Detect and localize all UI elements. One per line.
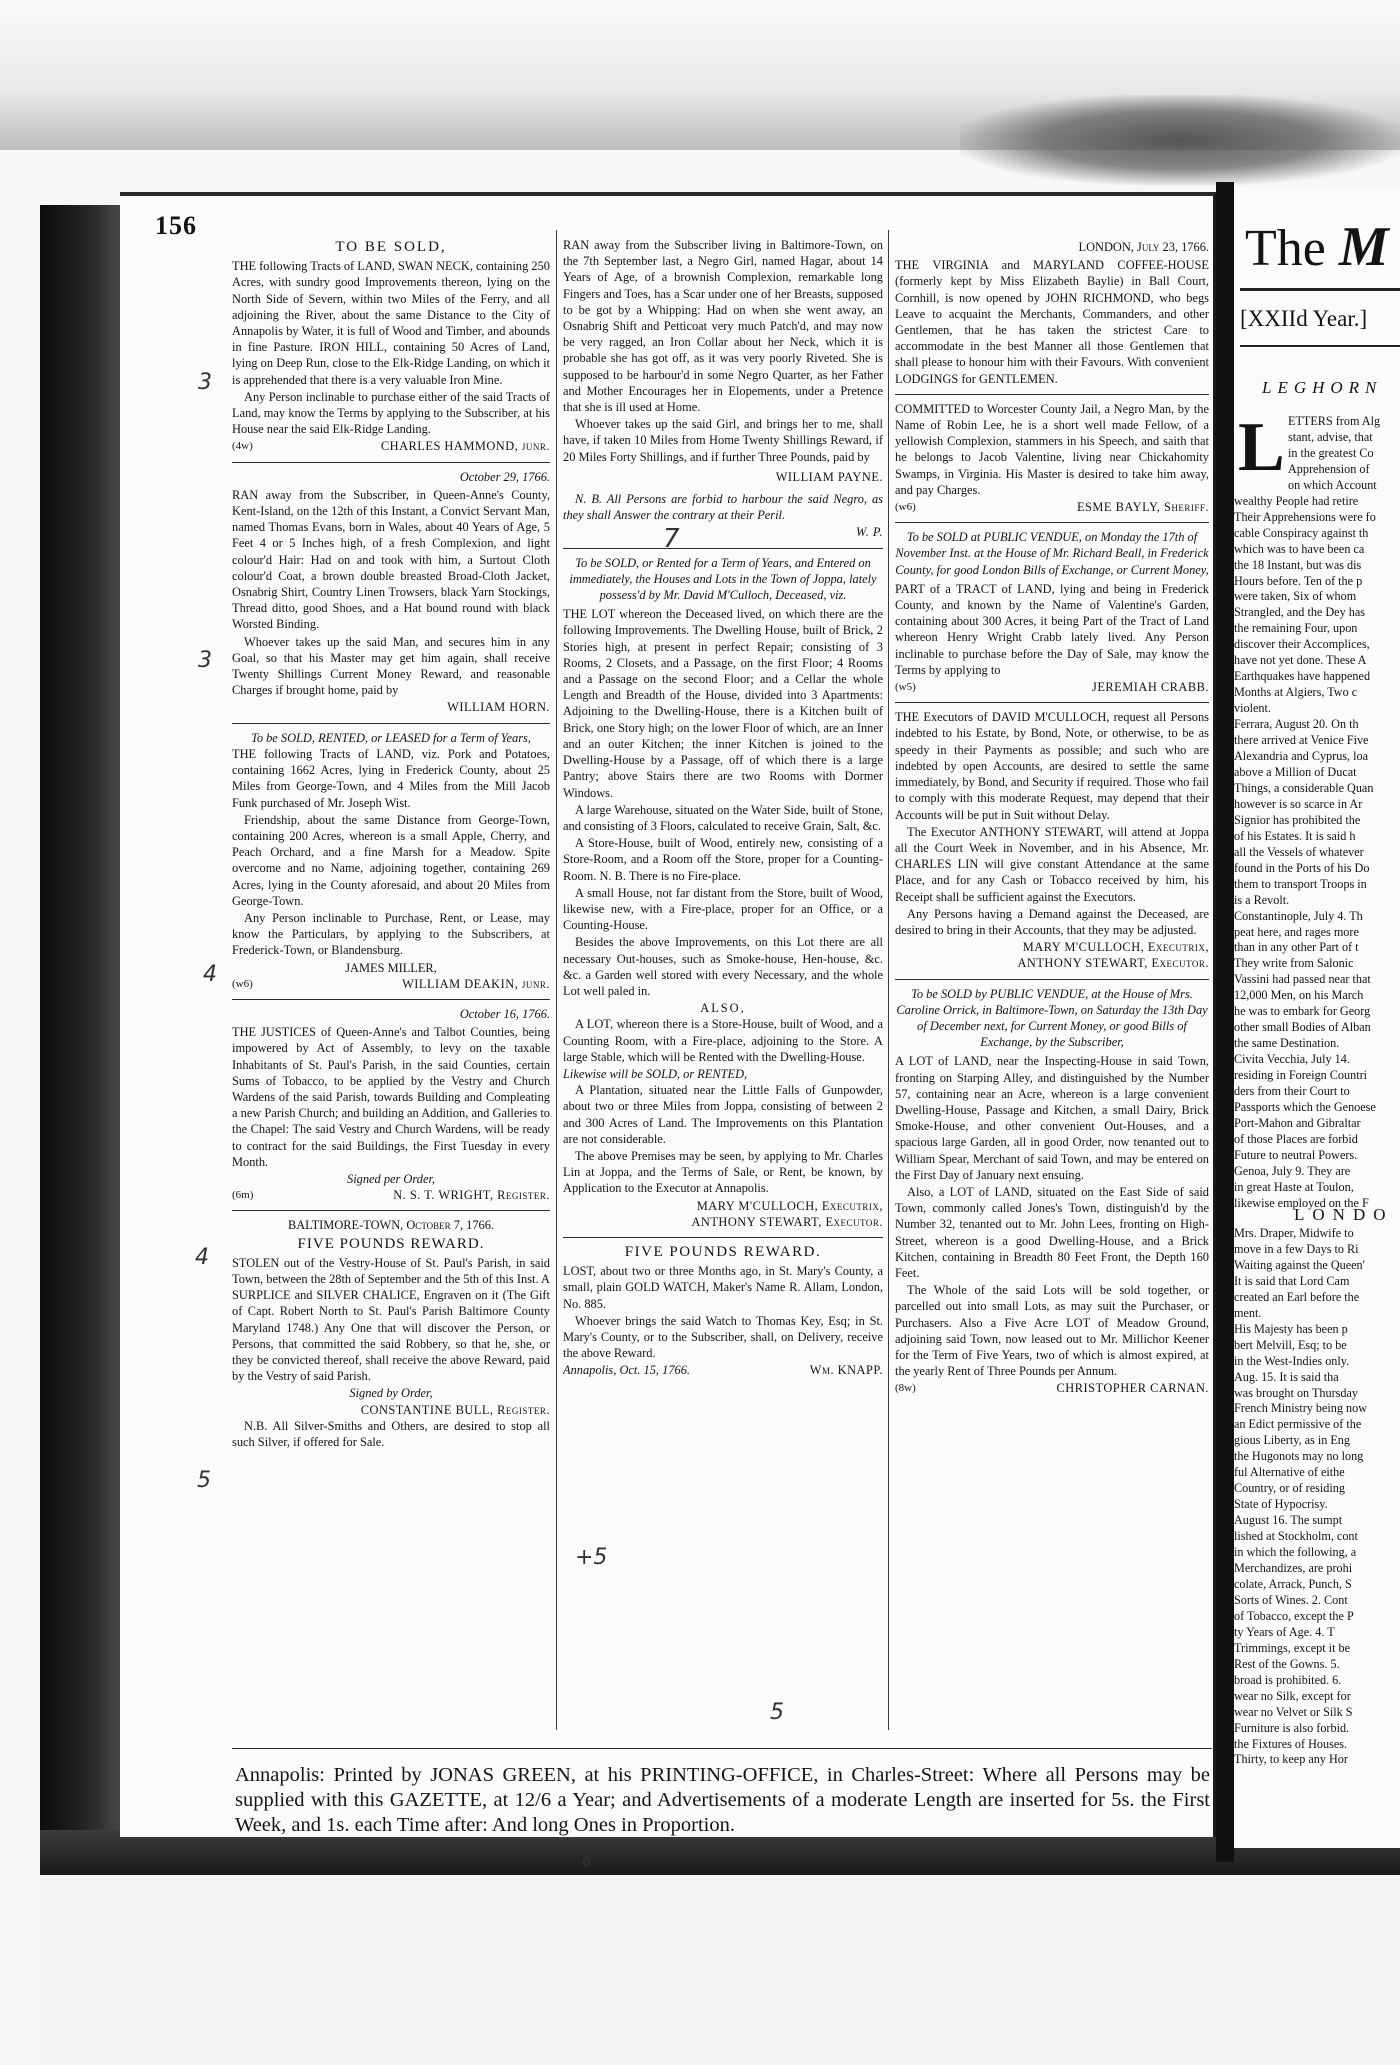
ad-text: Whoever takes up the said Man, and secures him in any Goal, so that his Master may get him again, shall receive Twenty Shillings Current Money Reward, and reasonable Charges if brought home, paid by	[232, 634, 550, 698]
next-page-lines	[1234, 1226, 1400, 1768]
insertion-code: (w6)	[232, 977, 253, 990]
ad-text: The Whole of the said Lots will be sold together, or parcelled out into small Lots, as may suit the Purchaser, or Purchasers. Also a Five Acre LOT of Meadow Ground, adjoining said Town, now leased out to Mr. Millichor Keener for the Term of Five Years, two of which is almost expired, at the yearly Rent of Three Pounds per Annum.	[895, 1283, 1209, 1379]
signature: ESME BAYLY, Sheriff.	[1076, 500, 1209, 515]
page-gutter	[1216, 182, 1234, 1862]
text-line: August 16. The sumpt	[1234, 1513, 1343, 1528]
signature: CHRISTOPHER CARNAN.	[1056, 1381, 1209, 1396]
margin-note: 4	[195, 1245, 209, 1270]
ad-note: N. B. All Persons are forbid to harbour the said Negro, as they shall Answer the contrary at their Peril.	[563, 492, 883, 523]
scan-smudge	[960, 95, 1400, 185]
ad-title: To be SOLD at PUBLIC VENDUE, on Monday the 17th of November Inst. at the House of Mr. Richard Beall, in Frederick County, for good London Bills of Exchange, or Current Money,	[895, 530, 1209, 577]
ad-land-for-lease	[232, 730, 550, 992]
ad-divider	[895, 702, 1209, 703]
ad-coffee-house	[895, 239, 1209, 387]
ad-title: To be SOLD, RENTED, or LEASED for a Term of Years,	[251, 730, 531, 745]
signature: JAMES MILLER,	[345, 960, 437, 975]
text-line: French Ministry being now	[1234, 1401, 1368, 1416]
insertion-code: (4w)	[232, 440, 253, 453]
text-line: in which the following, a	[1234, 1545, 1357, 1560]
text-line: them to transport Troops in	[1234, 876, 1367, 891]
ad-text: THE VIRGINIA and MARYLAND COFFEE-HOUSE (formerly kept by Miss Elizabeth Baylie) in Ball Court, Cornhill, is now opened by JOHN RICHMOND, who begs Leave to acquaint the Merchants, Commanders, and other Gentlemen, that he has taken the strictest Care to accommodate in the best Manner all those Gentlemen that shall please to honour him with their Favours. With convenient LODGINGS for GENTLEMEN.	[895, 258, 1209, 386]
signature: WILLIAM HORN.	[447, 700, 550, 715]
text-line: They write from Salonic	[1234, 956, 1354, 971]
margin-note: 3	[198, 370, 212, 395]
ad-text: THE following Tracts of LAND, viz. Pork and Potatoes, containing 1662 Acres, lying in Frederick County, about 25 Miles from George-Town, and 4 Miles from the Mill Jacob Funk purchased of Mr. Joseph Wist.	[232, 746, 550, 810]
text-line: It is said that Lord Cam	[1234, 1273, 1350, 1288]
ad-text: Besides the above Improvements, on this Lot there are all necessary Out-houses, such as Smoke-house, Hen-house, &c. &c. a Garden well stored with every Necessary, and the whole Lot well paled in.	[563, 935, 883, 998]
text-line: ty Years of Age. 4. T	[1234, 1624, 1335, 1639]
signature: MARY M'CULLOCH, Executrix,	[1022, 940, 1209, 955]
ad-divider	[563, 1237, 883, 1238]
drop-cap: L	[1238, 409, 1285, 486]
text-line: Their Apprehensions were fo	[1234, 509, 1376, 524]
text-line: Future to neutral Powers.	[1234, 1147, 1358, 1162]
signature: WILLIAM DEAKIN, junr.	[402, 976, 550, 991]
text-line: of his Estates. It is said h	[1234, 828, 1356, 843]
ad-text: A Store-House, built of Wood, entirely new, consisting of a Store-Room, and a Room off the Store, proper for a Counting-Room. N. B. There is no Fire-place.	[563, 836, 883, 883]
signature: ANTHONY STEWART, Executor.	[1017, 956, 1209, 971]
ad-divider	[563, 548, 883, 549]
text-line: in the West-Indies only.	[1234, 1353, 1350, 1368]
ad-text: Whoever takes up the said Girl, and brings her to me, shall have, if taken 10 Miles from Home Twenty Shillings Reward, if 20 Miles Forty Shillings, and if further Three Pounds, paid by	[563, 417, 883, 464]
signature-row	[232, 1187, 550, 1203]
ad-date: October 29, 1766.	[459, 469, 550, 484]
ad-stolen-chalice	[232, 1217, 550, 1450]
ad-date: October 16, 1766.	[459, 1006, 550, 1021]
text-line: Furniture is also forbid.	[1234, 1720, 1350, 1735]
ad-divider	[232, 999, 550, 1000]
masthead-rule	[1240, 288, 1400, 291]
text-line: 12,000 Men, on his March	[1234, 988, 1364, 1003]
signature-row	[895, 679, 1209, 695]
text-line: gious Liberty, as in Eng	[1234, 1433, 1350, 1448]
text-line: found in the Ports of his Do	[1234, 860, 1370, 875]
book-spine	[40, 205, 124, 1865]
text-line: which was to have been ca	[1234, 541, 1365, 556]
text-line: Alexandria and Cyprus, loa	[1234, 749, 1369, 764]
ad-text: Also, a LOT of LAND, situated on the East Side of said Town, commonly called Jones's Town, distinguish'd by the Number 32, tenanted out to Mr. John Lees, fronting on High-Street, whereon is a good Dwelling-House, and a Brick Kitchen, containing in Breadth 80 Feet Front, the Depth 160 Feet.	[895, 1184, 1209, 1280]
text-line: of those Places are forbid	[1234, 1131, 1358, 1146]
ad-text: Any Persons having a Demand against the Deceased, are desired to bring in their Accounts, that they may be adjusted.	[895, 906, 1209, 937]
text-line: Signior has prohibited the	[1234, 812, 1361, 827]
text-line: ful Alternative of eithe	[1234, 1465, 1345, 1480]
ad-text: Friendship, about the same Distance from George-Town, containing 200 Acres, whereon is a small Apple, Cherry, and Peach Orchard, and a fine Marsh for a Meadow. Spite overcome and no Name, adjoining together, containing 269 Acres, lying in the County aforesaid, and about 20 Miles from George-Town.	[232, 812, 550, 908]
next-page-column-2	[1234, 1226, 1400, 1768]
ad-divider	[232, 723, 550, 724]
insertion-code: (8w)	[895, 1382, 916, 1395]
text-line: bert Melvill, Esq; to be	[1234, 1337, 1347, 1352]
column-1	[232, 237, 550, 1451]
ad-title: To be SOLD by PUBLIC VENDUE, at the House of Mrs. Caroline Orrick, in Baltimore-Town, on Saturday the 13th Day of December next, for Current Money, or good Bills of Exchange, by the Subscriber,	[896, 986, 1208, 1050]
ad-text: Any Person inclinable to Purchase, Rent, or Lease, may know the Particulars, by applying to the Subscribers, at Frederick-Town, or Blandensburg.	[232, 910, 550, 958]
ad-text: A small House, not far distant from the Store, built of Wood, likewise new, with a Fire-place, proper for an Office, or a Counting-House.	[563, 885, 883, 933]
ad-runaway-girl	[563, 237, 883, 541]
text-line: residing in Foreign Countri	[1234, 1068, 1368, 1083]
margin-note: 3	[198, 648, 212, 673]
initials: W. P.	[856, 525, 883, 540]
ad-text: A large Warehouse, situated on the Water Side, built of Stone, and consisting of 3 Floors, calculated to receive Grain, Salt, &c.	[563, 802, 883, 833]
text-line: Civita Vecchia, July 14.	[1234, 1052, 1350, 1067]
ad-divider	[232, 462, 550, 463]
text-line: on which Account	[1288, 477, 1377, 492]
text-line: ders from their Court to	[1234, 1084, 1350, 1099]
insertion-code: (w5)	[895, 681, 916, 694]
ad-public-vendue-frederick	[895, 529, 1209, 695]
signature-row	[563, 1362, 883, 1378]
text-line: ment.	[1234, 1305, 1262, 1320]
text-line: Constantinople, July 4. Th	[1234, 908, 1363, 923]
ad-committed-jail	[895, 401, 1209, 515]
text-line: Rest of the Gowns. 5.	[1234, 1656, 1340, 1671]
ad-text: STOLEN out of the Vestry-House of St. Paul's Parish, in said Town, between the 28th of September and the 5th of this Inst. A SURPLICE and SILVER CHALICE, Engraven on it (The Gift of Capt. Robert North to St. Paul's Parish Baltimore County Maryland 1748.) Any One that will discover the Person, or Persons, that committed the said Robbery, so that he, she, or they be convicted thereof, shall receive the above Reward, paid by the Vestry of said Parish.	[232, 1255, 550, 1384]
text-line: Vassini had passed near that	[1234, 972, 1371, 987]
ad-text: THE following Tracts of LAND, SWAN NECK, containing 250 Acres, with sundry good Improvements thereon, lying on the North Side of Severn, within two Miles of the Ferry, and all adjoining the River, about the same Distance to the City of Annapolis by Water, it is full of Wood and Timber, and abounds in fine Pasture. IRON HILL, containing 50 Acres of Land, lying on Deep Run, close to the Elk-Ridge Landing, on which it is apprehended that there is a very valuable Iron Mine.	[232, 259, 551, 387]
ad-text: RAN away from the Subscriber living in Baltimore-Town, on the 7th September last, a Negro Girl, named Hagar, about 14 Years of Age, of a brownish Complexion, remarkable long Fingers and Toes, has a Scar under one of her Breasts, supposed to be got by a Whipping: Had on when she went away, an Osnabrig Shift and Petticoat very much Patch'd, and may now be very ragged, an Iron Collar about her Neck, which it is probable she has got off, as it was very poorly Riveted. She is supposed to be harbour'd in some Negro Quarter, as her Father and Mother Encourages her in Elopements, under a Pretence that she is ill used at Home.	[563, 238, 883, 415]
signature: Wm. KNAPP.	[809, 1363, 883, 1378]
insertion-code: (6m)	[232, 1189, 254, 1202]
text-line: of Tobacco, except the P	[1234, 1608, 1354, 1623]
masthead-text: The	[1245, 220, 1326, 277]
column-2	[563, 237, 883, 1379]
ad-text: A LOT, whereon there is a Store-House, built of Wood, and a Counting Room, with a Fire-place, adjoining to the Store. A large Stable, which will be Rented with the Dwelling-House.	[563, 1017, 883, 1064]
ad-public-vendue-baltimore	[895, 986, 1209, 1397]
page-number: 156	[155, 211, 197, 240]
ad-note: N.B. All Silver-Smiths and Others, are desired to stop all such Silver, if offered for Sale.	[232, 1418, 550, 1450]
text-line: violent.	[1234, 701, 1271, 716]
text-line: in great Haste at Toulon,	[1234, 1179, 1354, 1194]
text-line: Trimmings, except it be	[1234, 1640, 1351, 1655]
text-line: move in a few Days to Ri	[1234, 1241, 1359, 1256]
text-line: Mrs. Draper, Midwife to	[1234, 1226, 1354, 1240]
ad-divider	[895, 522, 1209, 523]
scan-background-bottom	[40, 1875, 1400, 2065]
text-line: Waiting against the Queen'	[1234, 1257, 1365, 1272]
signature-row	[895, 1380, 1209, 1396]
text-line: the Fixtures of Houses.	[1234, 1736, 1348, 1751]
text-line: His Majesty has been p	[1234, 1321, 1348, 1336]
column-divider	[888, 230, 889, 1730]
ad-subheading: Likewise will be SOLD, or RENTED,	[563, 1066, 748, 1081]
signature-row	[232, 976, 550, 992]
text-line: than in any other Part of t	[1234, 940, 1359, 955]
signature-row	[232, 438, 550, 454]
column-3	[895, 237, 1209, 1397]
text-line: is a Revolt.	[1234, 892, 1290, 907]
column-divider	[556, 230, 557, 1730]
ad-title: FIVE POUNDS REWARD.	[297, 1235, 485, 1252]
ad-text: Any Person inclinable to purchase either of the said Tracts of Land, may know the Terms by applying to the Subscriber, at his House near the said Elk-Ridge Landing.	[232, 389, 550, 437]
text-line: Port-Mahon and Gibraltar	[1234, 1115, 1361, 1130]
ad-title: TO BE SOLD,	[335, 239, 447, 255]
ad-land-swan-neck	[232, 239, 550, 455]
ad-text: The Executor ANTHONY STEWART, will attend at Joppa all the Court Week in November, and in his Absence, Mr. CHARLES LIN will give constant Attendance at the same Place, and for any Cash or Tobacco received by him, his Receipt shall be sufficient against the Executors.	[895, 824, 1209, 904]
ad-title: To be SOLD, or Rented for a Term of Years, and Entered on immediately, the Houses and Lots in the Town of Joppa, lately possess'd by Mr. David M'Culloch, Deceased, viz.	[569, 555, 877, 603]
text-line: broad is prohibited. 6.	[1234, 1672, 1342, 1687]
text-line: however is so scarce in Ar	[1234, 796, 1363, 811]
ad-executors-notice	[895, 709, 1209, 971]
signature: N. S. T. WRIGHT, Register.	[393, 1188, 550, 1203]
text-line: peat here, and rages more	[1234, 924, 1359, 939]
text-line: Earthquakes have happened	[1234, 669, 1371, 684]
text-line: wealthy People had retire	[1234, 493, 1359, 508]
text-line: have not yet done. These A	[1234, 653, 1367, 668]
text-line: were taken, Six of whom	[1234, 589, 1357, 604]
next-page-lines	[1234, 409, 1400, 1212]
ad-text: PART of a TRACT of LAND, lying and being in Frederick County, and known by the Name of Valentine's Garden, containing about 300 Acres, it being Part of the Tract of Land whereon Henry Wright Crabb lately lived. Any Person inclinable to purchase before the Day of Sale, may know the Terms by applying to	[895, 581, 1209, 677]
text-line: he was to embark for Georg	[1234, 1004, 1371, 1019]
text-line: Merchandizes, are prohi	[1234, 1561, 1353, 1576]
text-line: Hours before. Ten of the p	[1234, 573, 1363, 588]
text-line: in the greatest Co	[1288, 445, 1374, 460]
ad-text: THE LOT whereon the Deceased lived, on which there are the following Improvements. The Dwelling House, built of Brick, 2 Stories high, at present in perfect Repair; consisting of 3 Rooms, 2 Closets, and a Passage, on the first Floor; 4 Rooms and a Passage on the second Floor; and a Cellar the whole Length and Breadth of the House, divided into 3 Apartments: Adjoining to the Dwelling-House, there is a Kitchen built of Brick, one Story high; on the lower Floor of which, are an Inner and an outer Kitchen; the inner Kitchen is joined to the Dwelling-House by a Passage, off of which there is a large Pantry; above Stairs there are two Rooms with Dormer Windows.	[563, 607, 883, 800]
signature: ANTHONY STEWART, Executor.	[691, 1214, 883, 1229]
margin-note: 6	[582, 1854, 591, 1870]
ad-subheading: ALSO,	[700, 1001, 746, 1016]
ad-date: BALTIMORE-TOWN, October 7, 1766.	[287, 1218, 495, 1233]
margin-note: 5	[197, 1468, 211, 1493]
ad-divider	[895, 979, 1209, 980]
ad-place-date: Annapolis, Oct. 15, 1766.	[563, 1363, 690, 1378]
text-line: lished at Stockholm, cont	[1234, 1529, 1358, 1544]
text-line: there arrived at Venice Five	[1234, 733, 1369, 748]
signature-row	[895, 499, 1209, 515]
text-line: Apprehension of	[1288, 461, 1370, 476]
text-line: the same Destination.	[1234, 1036, 1340, 1051]
margin-note: 5	[770, 1700, 784, 1725]
text-line: Strangled, and the Dey has	[1234, 605, 1365, 620]
text-line: wear no Velvet or Silk S	[1234, 1704, 1353, 1719]
ad-title: FIVE POUNDS REWARD.	[624, 1243, 822, 1260]
next-page-column	[1234, 409, 1400, 1212]
text-line: other small Bodies of Alban	[1234, 1020, 1371, 1035]
text-line: Aug. 15. It is said tha	[1234, 1369, 1339, 1384]
text-line: discover their Accomplices,	[1234, 637, 1370, 652]
ad-justices-parish	[232, 1006, 550, 1203]
text-line: likewise employed on the F	[1234, 1195, 1369, 1210]
signed-line: Signed per Order,	[347, 1171, 435, 1186]
text-line: Sorts of Wines. 2. Cont	[1234, 1592, 1348, 1607]
next-page-subheading: LONDO	[1294, 1205, 1394, 1224]
signature: WILLIAM PAYNE.	[775, 469, 883, 484]
ad-text: THE Executors of DAVID M'CULLOCH, request all Persons indebted to his Estate, by Bond, Note, or otherwise, to be as speedy in their Payments as possible; and such who are indebted by open Accounts, are desired to settle the same immediately, by Bond, and Security if required. Those who fail to comply with this moderate Request, may depend that their Accounts will be put in Suit without Delay.	[895, 710, 1209, 822]
printer-imprint: Annapolis: Printed by JONAS GREEN, at his PRINTING-OFFICE, in Charles-Street: Where all Persons may be supplied with this GAZETTE, at 12/6 a Year; and Advertisements of a moderate Length are inserted for 5s. the First Week, and 1s. each Time after: And long Ones in Proportion.	[235, 1764, 1210, 1836]
text-line: State of Hypocrisy.	[1234, 1497, 1328, 1512]
ad-text: A LOT of LAND, near the Inspecting-House in said Town, fronting on Starping Alley, and distinguished by the Number 57, containing near an Acre, whereon is a large convenient Dwelling-House, Passage and Kitchen, a small Dairy, Brick Smoke-House, and other convenient Out-Houses, and a spacious large Garden, all in good Order, now tenanted out to William Spear, Merchant of said Town, and may be entered on the First Day of January next ensuing.	[895, 1054, 1209, 1182]
ad-divider	[232, 1210, 550, 1211]
text-line: was brought on Thursday	[1234, 1385, 1359, 1400]
ad-text: RAN away from the Subscriber, in Queen-Anne's County, Kent-Island, on the 12th of this Instant, a Convict Servant Man, named Thomas Evans, born in Wales, about 40 Years of Age, 5 Feet 4 or 5 Inches high, of a fresh Complexion, and light colour'd Hair: Had on and took with him, a Surtout Cloth colour'd Coat, a brown double breasted Broad-Cloth Jacket, Osnabrig Shirt, Country Linen Trowsers, black Yarn Stockings, Thread ditto, good Shoes, and a Hat bound round with black Worsted Binding.	[232, 487, 550, 632]
text-line: the remaining Four, upon	[1234, 621, 1358, 636]
signed-line: Signed by Order,	[349, 1386, 433, 1401]
footer-rule	[232, 1748, 1212, 1749]
signature: MARY M'CULLOCH, Executrix,	[696, 1198, 883, 1213]
ad-text: THE JUSTICES of Queen-Anne's and Talbot Counties, being impowered by Act of Assembly, to levy on the taxable Inhabitants of St. Paul's Parish, in the said Counties, certain Sums of Tobacco, to be applied by the Vestry and Church Wardens of the said Parish, towards Building and Compleating a new Parish Church; and building an Addition, and Galleries to the Chapel: The said Vestry and Church Wardens, will be ready to contract for the said Buildings, the First Tuesday in every Month.	[232, 1025, 550, 1169]
ad-text: Whoever brings the said Watch to Thomas Key, Esq; in St. Mary's County, or to the Subscriber, shall, on Delivery, receive the above Reward.	[563, 1313, 883, 1361]
text-line: all the Vessels of whatever	[1234, 844, 1364, 859]
ad-text: A Plantation, situated near the Little Falls of Gunpowder, about two or three Miles from Joppa, consisting of between 2 and 300 Acres of Land. The Improvements on this Plantation are not considerable.	[563, 1083, 883, 1146]
text-line: stant, advise, that	[1288, 429, 1373, 444]
margin-note: +5	[575, 1545, 608, 1570]
text-line: colate, Arrack, Punch, S	[1234, 1576, 1352, 1591]
ad-lost-watch	[563, 1244, 883, 1379]
insertion-code: (w6)	[895, 501, 916, 514]
text-line: cable Conspiracy against th	[1234, 525, 1369, 540]
text-line: Country, or of residing	[1234, 1481, 1345, 1496]
ad-date: LONDON, July 23, 1766.	[1078, 240, 1209, 254]
text-line: ETTERS from Alg	[1288, 414, 1381, 428]
ad-joppa-houses	[563, 555, 883, 1230]
next-page-masthead	[1245, 215, 1389, 279]
margin-note: 7	[663, 524, 680, 554]
text-line: the Hugonots may no long	[1234, 1449, 1364, 1464]
text-line: Things, a considerable Quan	[1234, 780, 1374, 795]
text-line: Ferrara, August 20. On th	[1234, 717, 1359, 732]
ad-runaway-servant	[232, 469, 550, 716]
next-page-year: [XXIId Year.]	[1240, 306, 1368, 331]
text-line: an Edict permissive of the	[1234, 1417, 1362, 1432]
ad-text: LOST, about two or three Months ago, in St. Mary's County, a small, plain GOLD WATCH, Maker's Name R. Allam, London, No. 885.	[563, 1264, 883, 1311]
text-line: created an Earl before the	[1234, 1289, 1360, 1304]
masthead-italic-letter: M	[1338, 216, 1389, 278]
text-line: above a Million of Ducat	[1234, 764, 1357, 779]
text-line: Passports which the Genoese	[1234, 1099, 1376, 1114]
text-line: Thirty, to keep any Hor	[1234, 1752, 1348, 1767]
signature: CONSTANTINE BULL, Register.	[360, 1402, 550, 1417]
ad-text: The above Premises may be seen, by applying to Mr. Charles Lin at Joppa, and the Terms of Sale, or Rent, be known, by Application to the Executor at Annapolis.	[563, 1148, 883, 1196]
text-line: Genoa, July 9. They are	[1234, 1163, 1351, 1178]
ad-text: COMMITTED to Worcester County Jail, a Negro Man, by the Name of Robin Lee, he is a short well made Fellow, of a yellowish Complexion, stammers in his Speech, and saith that he belongs to Jacob Valentine, living near Chickahomity Swamps, in Virginia. His Master is desired to take him away, and pay Charges.	[895, 401, 1209, 497]
ad-divider	[895, 394, 1209, 395]
text-line: the 18 Instant, but was dis	[1234, 557, 1362, 572]
signature: CHARLES HAMMOND, junr.	[380, 439, 550, 454]
margin-note: 4	[203, 962, 217, 987]
text-line: Months at Algiers, Two c	[1234, 685, 1358, 700]
text-line: wear no Silk, except for	[1234, 1688, 1351, 1703]
next-page-dateline: LEGHORN	[1262, 378, 1383, 397]
signature: JEREMIAH CRABB.	[1092, 680, 1209, 695]
masthead-rule	[1240, 345, 1400, 347]
